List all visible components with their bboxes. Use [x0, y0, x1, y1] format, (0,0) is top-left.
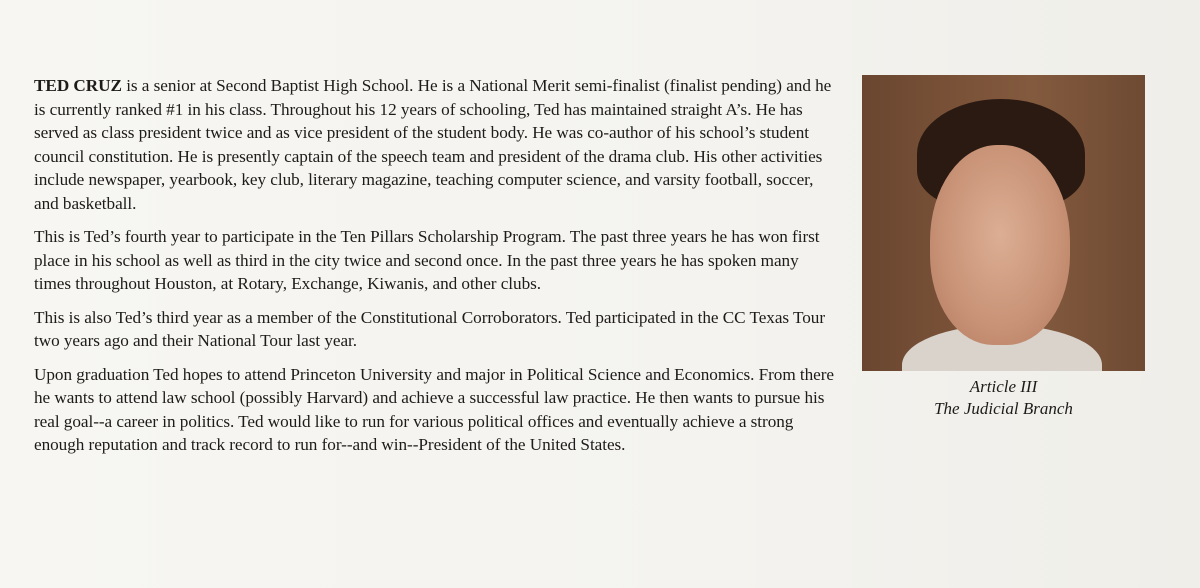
bio-text: [34, 74, 834, 467]
bio-paragraph-1: [34, 74, 834, 215]
bio-paragraph-3: This is also Ted’s third year as a member of the Constitutional Corroborators. Ted participated in the CC Texas Tour two years ago and their National Tour last year.: [34, 307, 825, 350]
student-name: TED CRUZ: [34, 76, 122, 95]
bio-paragraph-2: This is Ted’s fourth year to participate in the Ten Pillars Scholarship Program. The past three years he has won first place in his school as well as third in the city twice and second once. In the past three years he has spoken many times throughout Houston, at Rotary, Exchange, Kiwanis, and other clubs.: [34, 227, 820, 293]
bio-paragraph-1-text: is a senior at Second Baptist High School. He is a National Merit semi-finalist (finalist pending) and he is currently ranked #1 in his class. Throughout his 12 years of schooling, Ted has maintained straight A’s. He has served as class president twice and as vice president of the student body. He was co-author of his school’s student council constitution. He is presently captain of the speech team and president of the drama club. His other activities include newspaper, yearbook, key club, literary magazine, teaching computer science, and varsity football, soccer, and basketball.: [34, 76, 832, 213]
bio-paragraph-4: Upon graduation Ted hopes to attend Princeton University and major in Political Science and Economics. From there he wants to attend law school (possibly Harvard) and achieve a successful law practice. He then wants to pursue his real goal--a career in politics. Ted would like to run for various political offices and eventually achieve a strong enough reputation and track record to run for--and win--President of the United States.: [34, 364, 834, 454]
caption-line-1: Article III: [969, 377, 1038, 396]
student-portrait-photo: [862, 75, 1145, 371]
photo-caption: [862, 376, 1145, 420]
portrait-face: [930, 145, 1070, 345]
caption-line-2: The Judicial Branch: [934, 399, 1073, 418]
